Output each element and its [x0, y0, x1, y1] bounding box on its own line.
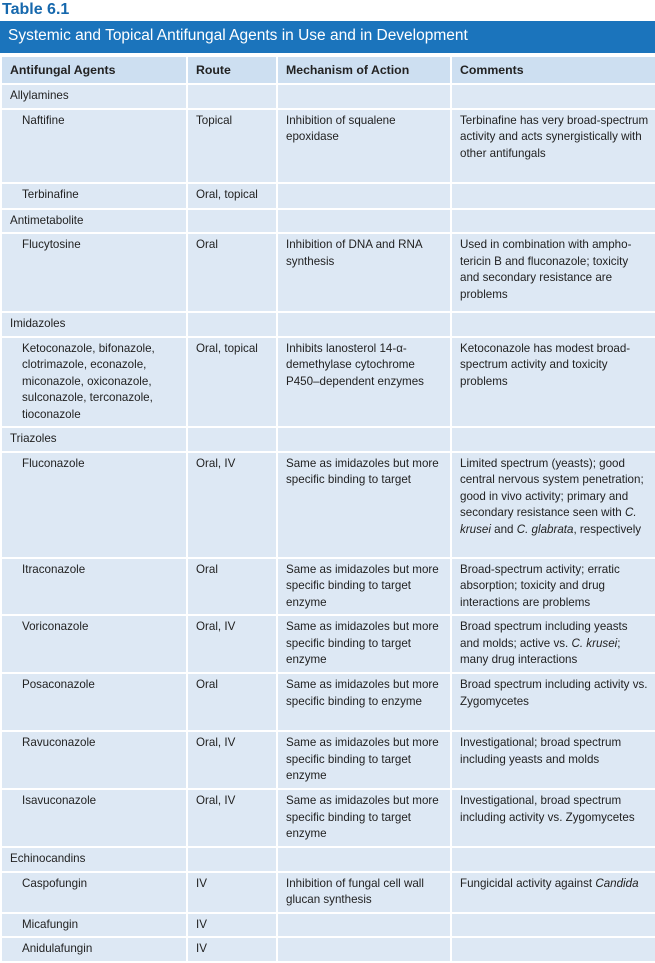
comments-cell	[451, 937, 655, 962]
empty-cell	[451, 427, 655, 452]
table-row	[1, 673, 655, 731]
agent-cell: Voriconazole	[1, 615, 187, 673]
agent-cell: Itraconazole	[1, 558, 187, 616]
comments-cell	[451, 673, 655, 731]
mechanism-cell: Inhibition of fungal cell wall glucan synthesis	[277, 872, 451, 913]
route-cell: IV	[187, 872, 277, 913]
comments-cell	[451, 558, 655, 616]
italic-species-name: C. glabrata	[516, 522, 574, 536]
agent-cell: Ravuconazole	[1, 731, 187, 789]
mechanism-cell	[277, 913, 451, 938]
route-cell: Oral, topical	[187, 337, 277, 428]
mechanism-cell: Same as imidazoles but more specific binding to target enzyme	[277, 615, 451, 673]
empty-cell	[277, 209, 451, 234]
italic-species-name: Candida	[595, 876, 639, 890]
route-cell: Oral	[187, 233, 277, 312]
empty-cell	[277, 427, 451, 452]
mechanism-cell: Inhibition of squalene epoxidase	[277, 109, 451, 183]
agent-cell: Fluconazole	[1, 452, 187, 558]
category-label: Imidazoles	[1, 312, 187, 337]
comment-text: Terbinafine has very broad-spectrum activity and acts synergistically with other antifungals	[460, 113, 649, 160]
empty-cell	[451, 312, 655, 337]
route-cell: Oral	[187, 673, 277, 731]
empty-cell	[187, 209, 277, 234]
table-row	[1, 615, 655, 673]
comments-cell	[451, 731, 655, 789]
agent-cell: Terbinafine	[1, 183, 187, 209]
empty-cell	[187, 427, 277, 452]
agent-cell: Flucytosine	[1, 233, 187, 312]
agent-cell: Anidulafungin	[1, 937, 187, 962]
route-cell: Oral, IV	[187, 615, 277, 673]
route-cell: Oral, IV	[187, 452, 277, 558]
comments-cell	[451, 872, 655, 913]
route-cell: Oral, IV	[187, 789, 277, 847]
table-row	[1, 109, 655, 183]
table-row	[1, 937, 655, 962]
comments-cell	[451, 183, 655, 209]
category-row	[1, 847, 655, 872]
empty-cell	[277, 847, 451, 872]
comment-text: and	[490, 522, 517, 536]
route-cell: Topical	[187, 109, 277, 183]
comment-text: Broad spectrum including activity vs. Zygomycetes	[460, 678, 648, 708]
table-row	[1, 789, 655, 847]
table-row	[1, 558, 655, 616]
table-row	[1, 872, 655, 913]
route-cell: IV	[187, 913, 277, 938]
italic-species-name: C. krusei	[460, 506, 637, 536]
comment-text: Investigational, broad spectrum including activity vs. Zygomycetes	[460, 794, 635, 824]
route-cell: Oral, IV	[187, 731, 277, 789]
comments-cell	[451, 109, 655, 183]
comment-text: ; many drug interactions	[460, 636, 621, 666]
mechanism-cell: Same as imidazoles but more specific binding to target enzyme	[277, 789, 451, 847]
comment-text: Fungicidal activity against	[460, 876, 596, 890]
comment-text: Used in combination with amphotericin B and fluconazole; toxicity and secondary resistance are problems	[460, 238, 632, 301]
agent-cell: Micafungin	[1, 913, 187, 938]
mechanism-cell: Same as imidazoles but more specific binding to enzyme	[277, 673, 451, 731]
agent-cell: Posaconazole	[1, 673, 187, 731]
comments-cell	[451, 789, 655, 847]
comment-text: Ketoconazole has modest broad-spectrum activity and toxicity problems	[460, 341, 631, 388]
agent-cell: Ketoconazole, bifonazole, clotrimazole, econazole, miconazole, oxiconazole, sulconazole, terconazole, tioconazole	[1, 337, 187, 428]
mechanism-cell: Inhibits lanosterol 14-α-demethylase cytochrome P450–dependent enzymes	[277, 337, 451, 428]
table-number: Table 6.1	[2, 1, 70, 18]
empty-cell	[451, 847, 655, 872]
mechanism-cell	[277, 183, 451, 209]
header-comments: Comments	[451, 56, 655, 84]
table-row	[1, 913, 655, 938]
comment-text: Broad-spectrum activity; erratic absorption; toxicity and drug interactions are problems	[460, 562, 620, 609]
category-row	[1, 84, 655, 109]
route-cell: Oral, topical	[187, 183, 277, 209]
mechanism-cell: Same as imidazoles but more specific binding to target	[277, 452, 451, 558]
category-row	[1, 209, 655, 234]
comments-cell	[451, 337, 655, 428]
mechanism-cell: Same as imidazoles but more specific binding to target enzyme	[277, 731, 451, 789]
comment-text: , respectively	[573, 522, 642, 536]
table-row	[1, 452, 655, 558]
header-agents: Antifungal Agents	[1, 56, 187, 84]
table-row	[1, 183, 655, 209]
empty-cell	[451, 84, 655, 109]
italic-species-name: C. krusei	[571, 636, 618, 650]
table-row	[1, 233, 655, 312]
comments-cell	[451, 615, 655, 673]
category-label: Antimetabolite	[1, 209, 187, 234]
table-row	[1, 337, 655, 428]
table-row	[1, 731, 655, 789]
empty-cell	[277, 312, 451, 337]
comments-cell	[451, 233, 655, 312]
mechanism-cell: Same as imidazoles but more specific binding to target enzyme	[277, 558, 451, 616]
comment-text: Broad spectrum including yeasts and molds; active vs.	[460, 620, 628, 650]
category-row	[1, 427, 655, 452]
empty-cell	[187, 84, 277, 109]
empty-cell	[277, 84, 451, 109]
comments-cell	[451, 913, 655, 938]
empty-cell	[187, 847, 277, 872]
empty-cell	[187, 312, 277, 337]
mechanism-cell: Inhibition of DNA and RNA synthesis	[277, 233, 451, 312]
comment-text: Limited spectrum (yeasts); good central nervous system penetration; good in vivo activity; primary and secondary resistance seen with	[460, 456, 644, 519]
antifungal-table	[0, 55, 655, 963]
comments-cell	[451, 452, 655, 558]
header-route: Route	[187, 56, 277, 84]
comment-text: Investigational; broad spectrum including yeasts and molds	[460, 736, 622, 766]
category-label: Triazoles	[1, 427, 187, 452]
empty-cell	[451, 209, 655, 234]
category-label: Echinocandins	[1, 847, 187, 872]
table-title: Systemic and Topical Antifungal Agents in Use and in Development	[0, 21, 655, 55]
category-label: Allylamines	[1, 84, 187, 109]
agent-cell: Isavuconazole	[1, 789, 187, 847]
mechanism-cell	[277, 937, 451, 962]
category-row	[1, 312, 655, 337]
header-mechanism: Mechanism of Action	[277, 56, 451, 84]
route-cell: Oral	[187, 558, 277, 616]
route-cell: IV	[187, 937, 277, 962]
header-row	[1, 56, 655, 84]
agent-cell: Naftifine	[1, 109, 187, 183]
agent-cell: Caspofungin	[1, 872, 187, 913]
